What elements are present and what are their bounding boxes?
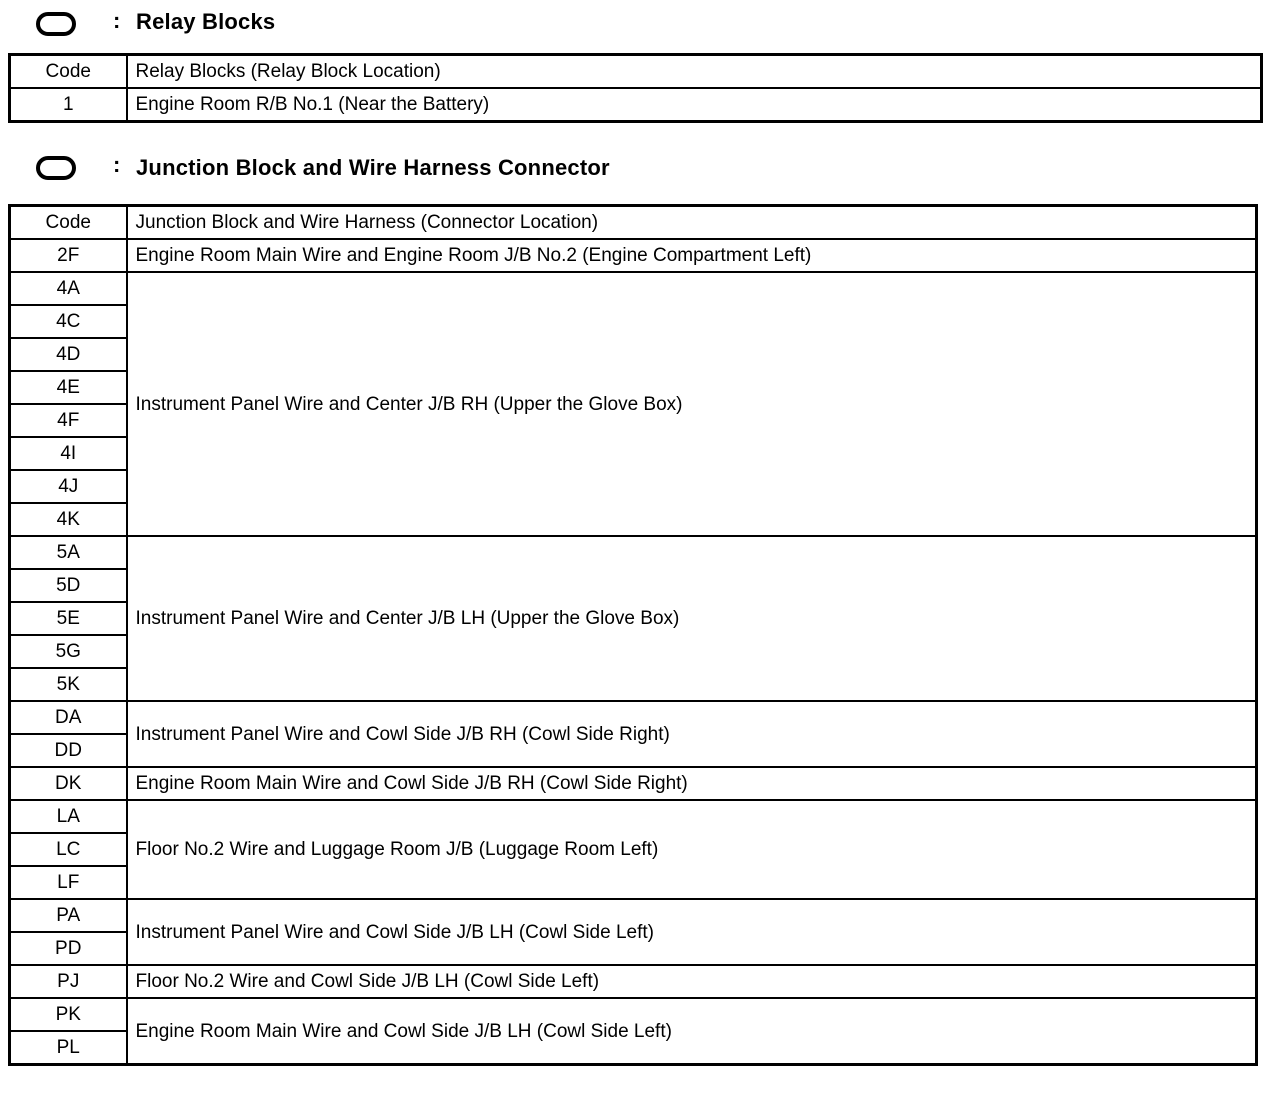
table-header-row <box>10 206 1257 240</box>
connector-code-cell: 4F <box>10 404 127 437</box>
connector-code-cell: 4D <box>10 338 127 371</box>
code-header: Code <box>10 55 127 89</box>
connector-code-cell: LF <box>10 866 127 899</box>
location-description-cell: Instrument Panel Wire and Center J/B LH (Upper the Glove Box) <box>127 536 1257 701</box>
connector-code-cell: PK <box>10 998 127 1031</box>
connector-code-cell: 4E <box>10 371 127 404</box>
table-row <box>10 767 1257 800</box>
location-header: Junction Block and Wire Harness (Connector Location) <box>127 206 1257 240</box>
table-row <box>10 239 1257 272</box>
connector-code-cell: PD <box>10 932 127 965</box>
table-row <box>10 701 1257 734</box>
connector-code-cell: 1 <box>10 88 127 122</box>
location-header: Relay Blocks (Relay Block Location) <box>127 55 1262 89</box>
location-description-cell: Engine Room R/B No.1 (Near the Battery) <box>127 88 1262 122</box>
table-row <box>10 899 1257 932</box>
table-row <box>10 965 1257 998</box>
table-header-row <box>10 55 1262 89</box>
connector-code-cell: 5D <box>10 569 127 602</box>
connector-code-cell: DK <box>10 767 127 800</box>
connector-code-cell: 5A <box>10 536 127 569</box>
table-row <box>10 272 1257 305</box>
connector-code-cell: 4K <box>10 503 127 536</box>
location-description-cell: Instrument Panel Wire and Cowl Side J/B RH (Cowl Side Right) <box>127 701 1257 767</box>
connector-code-cell: 4J <box>10 470 127 503</box>
relay-blocks-heading <box>0 4 1280 44</box>
connector-code-cell: PJ <box>10 965 127 998</box>
connector-code-cell: 4A <box>10 272 127 305</box>
table-row <box>10 88 1262 122</box>
junction-block-oval-icon <box>36 156 76 180</box>
relay-heading-colon: : <box>113 8 121 33</box>
table-row <box>10 998 1257 1031</box>
connector-code-cell: PL <box>10 1031 127 1065</box>
relay-heading-text: Relay Blocks <box>136 9 276 34</box>
table-row <box>10 800 1257 833</box>
connector-code-cell: LC <box>10 833 127 866</box>
location-description-cell: Instrument Panel Wire and Center J/B RH (Upper the Glove Box) <box>127 272 1257 536</box>
connector-code-cell: 4C <box>10 305 127 338</box>
location-description-cell: Engine Room Main Wire and Engine Room J/B No.2 (Engine Compartment Left) <box>127 239 1257 272</box>
table-row <box>10 536 1257 569</box>
connector-code-cell: 4I <box>10 437 127 470</box>
junction-block-table <box>8 204 1258 1066</box>
location-description-cell: Floor No.2 Wire and Luggage Room J/B (Luggage Room Left) <box>127 800 1257 899</box>
location-description-cell: Engine Room Main Wire and Cowl Side J/B RH (Cowl Side Right) <box>127 767 1257 800</box>
junction-heading-text: Junction Block and Wire Harness Connector <box>136 155 610 180</box>
junction-heading-colon: : <box>113 152 121 177</box>
connector-code-cell: 5K <box>10 668 127 701</box>
code-header: Code <box>10 206 127 240</box>
location-description-cell: Floor No.2 Wire and Cowl Side J/B LH (Cowl Side Left) <box>127 965 1257 998</box>
connector-code-cell: DA <box>10 701 127 734</box>
connector-code-cell: LA <box>10 800 127 833</box>
connector-code-cell: PA <box>10 899 127 932</box>
connector-code-cell: DD <box>10 734 127 767</box>
junction-block-heading <box>0 150 1280 190</box>
connector-code-cell: 2F <box>10 239 127 272</box>
location-description-cell: Engine Room Main Wire and Cowl Side J/B LH (Cowl Side Left) <box>127 998 1257 1065</box>
relay-block-oval-icon <box>36 12 76 36</box>
connector-code-cell: 5E <box>10 602 127 635</box>
relay-blocks-table <box>8 53 1263 123</box>
connector-code-cell: 5G <box>10 635 127 668</box>
location-description-cell: Instrument Panel Wire and Cowl Side J/B LH (Cowl Side Left) <box>127 899 1257 965</box>
